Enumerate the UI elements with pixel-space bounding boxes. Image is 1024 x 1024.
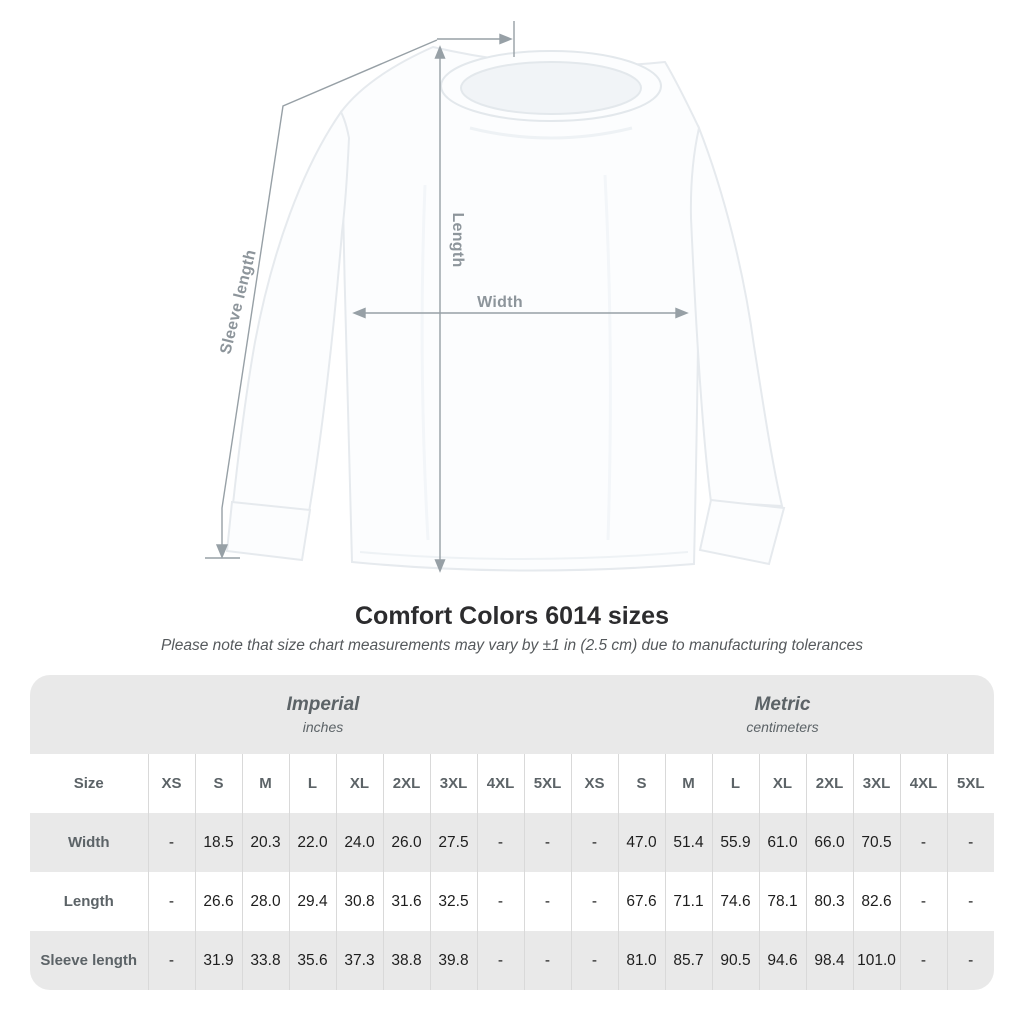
value-cell: 47.0 [618, 813, 665, 872]
size-col-header: S [195, 754, 242, 813]
value-cell: 81.0 [618, 931, 665, 990]
value-cell: 31.9 [195, 931, 242, 990]
size-table [30, 675, 994, 990]
size-col-header: L [289, 754, 336, 813]
value-cell: - [571, 872, 618, 931]
size-col-header: 4XL [900, 754, 947, 813]
value-cell: 80.3 [806, 872, 853, 931]
value-cell: - [947, 872, 994, 931]
value-cell: - [947, 931, 994, 990]
value-cell: 101.0 [853, 931, 900, 990]
value-cell: - [524, 813, 571, 872]
size-table-card [30, 675, 994, 990]
metric-group-title: Metric [754, 694, 811, 715]
value-cell: 37.3 [336, 931, 383, 990]
value-cell: 26.0 [383, 813, 430, 872]
value-cell: 71.1 [665, 872, 712, 931]
value-cell: - [571, 813, 618, 872]
value-cell: - [947, 813, 994, 872]
width-label: Width [477, 294, 523, 311]
size-col-header: S [618, 754, 665, 813]
size-col-header: 5XL [524, 754, 571, 813]
value-cell: 29.4 [289, 872, 336, 931]
value-cell: 24.0 [336, 813, 383, 872]
size-col-header: XS [571, 754, 618, 813]
value-cell: 74.6 [712, 872, 759, 931]
size-col-header: XL [759, 754, 806, 813]
row-label: Width [67, 834, 110, 851]
value-cell: 31.6 [383, 872, 430, 931]
sleeve-length-label: Sleeve length [217, 247, 260, 356]
size-col-header: XL [336, 754, 383, 813]
size-col-header: M [665, 754, 712, 813]
value-cell: 78.1 [759, 872, 806, 931]
size-col-header: 3XL [430, 754, 477, 813]
value-cell: 27.5 [430, 813, 477, 872]
value-cell: 70.5 [853, 813, 900, 872]
value-cell: - [148, 931, 195, 990]
size-col-header: M [242, 754, 289, 813]
value-cell: - [524, 931, 571, 990]
metric-group-header [571, 675, 994, 754]
value-cell: 55.9 [712, 813, 759, 872]
imperial-group-header [30, 675, 571, 754]
size-col-header: 2XL [806, 754, 853, 813]
size-col-header: 3XL [853, 754, 900, 813]
page-subtitle: Please note that size chart measurements may vary by ±1 in (2.5 cm) due to manufacturing tolerances [160, 637, 864, 654]
value-cell: 66.0 [806, 813, 853, 872]
value-cell: 94.6 [759, 931, 806, 990]
value-cell: - [900, 931, 947, 990]
value-cell: - [524, 872, 571, 931]
value-cell: 98.4 [806, 931, 853, 990]
value-cell: 38.8 [383, 931, 430, 990]
row-label: Sleeve length [40, 952, 138, 969]
size-col-header: L [712, 754, 759, 813]
value-cell: - [571, 931, 618, 990]
value-cell: 33.8 [242, 931, 289, 990]
size-col-header: 5XL [947, 754, 994, 813]
page-title: Comfort Colors 6014 sizes [355, 602, 669, 630]
value-cell: - [148, 872, 195, 931]
value-cell: - [148, 813, 195, 872]
length-label: Length [449, 212, 466, 268]
value-cell: 30.8 [336, 872, 383, 931]
value-cell: - [477, 931, 524, 990]
value-cell: 82.6 [853, 872, 900, 931]
unit-group-row [30, 675, 994, 754]
metric-group-unit: centimeters [746, 719, 819, 735]
value-cell: 61.0 [759, 813, 806, 872]
table-row-sleeve-length [30, 931, 994, 990]
value-cell: 22.0 [289, 813, 336, 872]
value-cell: 85.7 [665, 931, 712, 990]
value-cell: 26.6 [195, 872, 242, 931]
size-header-row [30, 754, 994, 813]
table-row-length [30, 872, 994, 931]
value-cell: 20.3 [242, 813, 289, 872]
value-cell: 18.5 [195, 813, 242, 872]
value-cell: - [900, 813, 947, 872]
imperial-group-unit: inches [302, 719, 344, 735]
value-cell: 51.4 [665, 813, 712, 872]
row-label: Length [63, 893, 114, 910]
size-corner-header: Size [73, 775, 104, 792]
value-cell: 35.6 [289, 931, 336, 990]
value-cell: - [477, 813, 524, 872]
value-cell: - [477, 872, 524, 931]
size-col-header: 4XL [477, 754, 524, 813]
value-cell: 32.5 [430, 872, 477, 931]
size-col-header: 2XL [383, 754, 430, 813]
title-block [0, 602, 1024, 655]
value-cell: 90.5 [712, 931, 759, 990]
value-cell: 39.8 [430, 931, 477, 990]
value-cell: 67.6 [618, 872, 665, 931]
table-row-width [30, 813, 994, 872]
imperial-group-title: Imperial [286, 694, 360, 715]
value-cell: - [900, 872, 947, 931]
value-cell: 28.0 [242, 872, 289, 931]
size-col-header: XS [148, 754, 195, 813]
